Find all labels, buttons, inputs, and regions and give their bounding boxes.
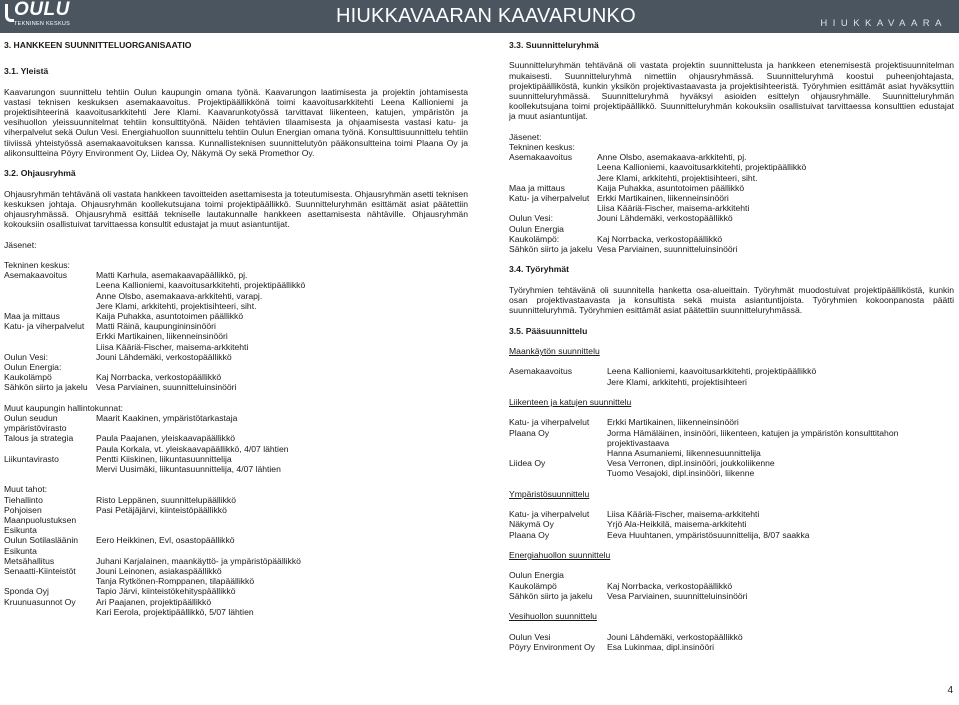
members-label-right: Jäsenet: [509,131,542,142]
member-name: Leena Kallioniemi, kaavoitusarkkitehti, projektipäällikkö [96,280,306,291]
section-heading-3: 3. HANKKEEN SUUNNITTELUORGANISAATIO [4,40,192,50]
member-org: Pohjoisen [4,504,42,515]
page-header [0,0,959,33]
member-org: Oulun Energia [509,570,564,581]
page-number: 4 [947,685,953,696]
member-org: Kaukolämpö [4,372,52,383]
member-org [4,291,96,301]
member-row [509,173,954,183]
member-org [4,342,96,352]
member-name: Vesa Parviainen, suunnitteluinsinööri [597,244,738,255]
member-org [4,444,96,454]
page-title: HIUKKAVAARAN KAAVARUNKO [336,5,636,27]
member-org [4,280,96,290]
member-row [509,642,954,652]
member-name: Tanja Rytkönen-Romppanen, tilapäällikkö [96,576,255,587]
member-row [509,468,954,478]
ymparisto-title: Ympäristösuunnittelu [509,488,590,499]
member-org: Esikunta [4,545,37,556]
member-row [4,566,468,576]
others-member-list [4,495,468,617]
member-org: Sähkön siirto ja jakelu [509,590,593,601]
paragraph-ohjausryhma: Ohjausryhmän tehtävänä oli vastata hankkeen tavoitteiden asettamisesta ja toteutumisesta. Ohjausryhmän asetti teknisen keskuksen johtaja. Ohjausryhmän koollekutsujana toimi projektipäällikkö. Suunnitteluryhmän esittämät asiat päätettiin ohjausryhmässä. Ohjausryhmä esittää tekniselle lautakunnalle hankkeen asettamisesta nähtäville. Ohjausryhmän kokouksiin osallistuivat tarvittaessa konsultit edustajat ja muut asiantuntijat. [4,188,468,230]
member-org: Kruunuasunnot Oy [4,596,76,607]
oulu-logo [5,0,71,31]
member-name: Jere Klami, arkkitehti, projektisihteeri, siht. [96,300,257,311]
maankaytto-list [509,366,954,386]
member-name: Liisa Kääriä-Fischer, maisema-arkkitehti [607,509,760,520]
member-row [4,270,468,280]
member-org [4,464,96,474]
member-name: Jorma Hämäläinen, insinööri, liikenteen, katujen ja ympäristön konsulttitahon [607,427,899,438]
member-row [509,581,954,591]
member-name: Kaj Norrbacka, verkostopäällikkö [597,233,723,244]
member-list [4,270,468,392]
member-row [509,162,954,172]
member-row [509,530,954,540]
section-heading-3-2: 3.2. Ohjausryhmä [4,168,76,179]
member-org: Asemakaavoitus [509,152,573,163]
member-row [509,458,954,468]
member-name: Paula Paajanen, yleiskaavapäällikkö [96,433,236,444]
member-org: Katu- ja viherpalvelut [509,417,590,428]
section-heading-3-4: 3.4. Työryhmät [509,264,570,275]
section-heading-3-5: 3.5. Pääsuunnittelu [509,325,588,336]
member-row [4,495,468,505]
member-name: Jouni Lähdemäki, verkostopäällikkö [96,351,232,362]
member-row [4,525,468,535]
member-name: Kari Eerola, projektipäällikkö, 5/07 lähtien [96,606,254,617]
member-name: projektivastaava [607,437,670,448]
member-name: Leena Kallioniemi, kaavoitusarkkitehti, projektipäällikkö [607,366,817,377]
member-org: Sähkön siirto ja jakelu [4,382,88,393]
member-name: Maarit Kaakinen, ympäristötarkastaja [96,413,238,424]
logo-subtitle: TEKNINEN KESKUS [14,21,71,27]
member-org [509,203,597,213]
member-org: Talous ja strategia [4,433,74,444]
member-row [4,311,468,321]
member-row [509,509,954,519]
member-org: Plaana Oy [509,427,550,438]
member-row [4,291,468,301]
member-name: Risto Leppänen, suunnittelupäällikkö [96,494,236,505]
paragraph-suunnitteluryhma: Suunnitteluryhmän tehtävänä oli vastata projektin suunnittelusta ja hankkeen etenemisestä projektisuunnitelman mukaisesti. Suunnitteluryhmä nimettiin ohjausryhmässä. Suunnitteluryhmä koostui puheenjohtajasta, projektipäälliköstä, kunkin yksikön projektivastaavasta ja projektisihteeristä. Työryhmien esittämät asiat hyväksyttiin suunnitteluryhmässä. Suunnitteluryhmä hyväksyi asioiden esittelyn ohjausryhmälle. Suunnitteluryhmän koollekutsujana toimi projektipäällikkö. Suunnitteluryhmän kokouksiin osallistuivat tarvittaessa konsulttien edustajat ja muut asiantuntijat. [509,60,954,122]
member-row [4,362,468,372]
tekninen-keskus-label: Tekninen keskus: [4,259,70,270]
member-org [509,468,607,478]
member-name: Pasi Petäjäjärvi, kiinteistöpäällikkö [96,504,227,515]
member-name: Anne Olsbo, asemakaava-arkkitehti, varapj. [96,290,263,301]
member-org: Oulun Vesi [509,631,551,642]
member-row [4,342,468,352]
member-row [509,193,954,203]
member-row [509,428,954,438]
logo-text: OULU [14,0,70,20]
member-org [509,448,607,458]
member-org: Senaatti-Kiinteistöt [4,566,76,577]
member-org: Metsähallitus [4,555,55,566]
member-row [4,352,468,362]
member-name: Jouni Leinonen, asiakaspäällikkö [96,566,222,577]
member-row [509,152,954,162]
member-name: Vesa Parviainen, suunnitteluinsinööri [607,590,748,601]
paragraph-tyoryhmat: Työryhmien tehtävänä oli suunnitella hanketta osa-alueittain. Työryhmät muodostuivat projektipäälliköstä, kunkin osan projektivastaavasta ja konsultista sekä muista asiantuntijoista. Työryhmien kokoonpanosta päätti suunnitteluryhmä. Työryhmien esittämät asiat päätettiin suunnitteluryhmässä. [509,284,954,316]
member-row [4,576,468,586]
member-row [509,448,954,458]
member-name: Liisa Kääriä-Fischer, maisema-arkkitehti [597,203,750,214]
member-row [4,505,468,515]
left-column [4,40,468,617]
member-org: ympäristövirasto [4,423,67,434]
member-name: Kaj Norrbacka, verkostopäällikkö [96,372,222,383]
member-name: Vesa Parviainen, suunnitteluinsinööri [96,382,237,393]
energia-title: Energiahuollon suunnittelu [509,549,611,560]
vesihuolto-title: Vesihuollon suunnittelu [509,611,597,622]
member-row [509,591,954,601]
member-org [509,377,607,387]
logo-mark-icon [5,4,14,22]
member-name: Eeva Huuhtanen, ympäristösuunnittelija, 8/07 saakka [607,529,810,540]
member-row [4,535,468,545]
member-org: Sähkön siirto ja jakelu [509,244,593,255]
member-org: Kaukolämpö [509,580,557,591]
member-row [4,556,468,566]
member-org [4,607,96,617]
member-row [4,597,468,607]
member-row [509,244,954,254]
member-row [509,203,954,213]
member-org: Pöyry Environment Oy [509,641,595,652]
member-name: Jouni Lähdemäki, verkostopäällikkö [607,631,743,642]
member-org: Maa ja mittaus [4,311,60,321]
member-org [4,301,96,311]
maankaytto-title: Maankäytön suunnittelu [509,346,600,356]
member-org: Oulun Energia [509,223,564,234]
member-row [509,519,954,529]
admin-member-list [4,413,468,474]
member-name: Ari Paajanen, projektipäällikkö [96,596,212,607]
vesihuolto-list [509,632,954,652]
member-org: Oulun Vesi: [4,351,48,362]
paragraph-yleista: Kaavarungon suunnittelu tehtiin Oulun kaupungin omana työnä. Kaavarungon laatimisesta ja projektin johtamisesta vastasi teknisen keskuksen asemakaavoitus. Projektipäällikkönä toimi kaavoitusarkkitehti Leena Kallioniemi ja projektisihteerinä kaavoitusarkkitehti Jere Klami. Kaavarunkotyössä tarvittavat liikenteen, katujen, ympäristön ja vesihuollon yleissuunnitelmat tehtiin konsulttityönä. Näiden tehtävien tilaamisesta ja ohjaamisesta vastasi katu- ja viherpalvelut sekä Oulun Vesi. Energiahuollon suunnittelu tehtiin Oulun Energian omana työnä. Konsulttisuunnittelu tehtiin tiiviissä yhteistyössä asemakaavoituksen kanssa. Kunnallisteknisen suunnittelutyön pääkonsultteina toimi Plaana Oy ja alikonsultteina Pöyry Environment Oy, Liidea Oy, Näkymä Oy sekä Promethor Oy. [4,86,468,158]
member-name: Erkki Martikainen, liikenneinsinööri [96,331,228,342]
member-org: Katu- ja viherpalvelut [4,321,85,332]
member-name: Kaija Puhakka, asuntotoimen päällikkö [96,311,244,321]
member-name: Erkki Martikainen, liikenneinsinööri [597,193,729,204]
member-org: Näkymä Oy [509,519,554,530]
member-name: Kaj Norrbacka, verkostopäällikkö [607,580,733,591]
member-row [4,433,468,443]
member-row [4,413,468,423]
member-org: Sponda Oyj [4,586,49,597]
member-name: Jere Klami, arkkitehti, projektisihteeri [607,376,747,387]
member-row [509,570,954,580]
member-org: Maa ja mittaus [509,182,565,193]
right-column [509,40,954,652]
member-org: Esikunta [4,525,37,536]
ymparisto-list [509,509,954,540]
member-row [509,366,954,376]
member-org: Asemakaavoitus [509,366,573,377]
member-org: Maanpuolustuksen [4,515,77,526]
member-name: Tuomo Vesajoki, dipl.insinööri, liikenne [607,468,755,479]
member-row [4,301,468,311]
member-org: Asemakaavoitus [4,270,68,281]
member-name: Anne Olsbo, asemakaava-arkkitehti, pj. [597,152,747,163]
member-name: Jere Klami, arkkitehti, projektisihteeri, siht. [597,172,758,183]
member-row [509,183,954,193]
member-org [509,438,607,448]
member-name: Eero Heikkinen, Evl, osastopäällikkö [96,535,235,546]
member-name: Mervi Uusimäki, liikuntasuunnittelija, 4/07 lähtien [96,464,281,475]
member-org: Katu- ja viherpalvelut [509,193,590,204]
member-row [509,417,954,427]
member-org [509,162,597,172]
member-org [4,331,96,341]
member-row [4,515,468,525]
member-row [4,321,468,331]
member-row [4,454,468,464]
liikenne-title: Liikenteen ja katujen suunnittelu [509,396,632,407]
member-row [4,372,468,382]
member-org: Oulun Vesi: [509,213,553,224]
member-name: Esa Lukinmaa, dipl.insinööri [607,641,715,652]
section-heading-3-3: 3.3. Suunnitteluryhmä [509,40,599,50]
member-row [509,377,954,387]
member-name: Matti Karhula, asemakaavapäällikkö, pj. [96,270,248,281]
member-row [509,632,954,642]
admin-label: Muut kaupungin hallintokunnat: [4,402,123,413]
member-row [4,607,468,617]
member-row [4,586,468,596]
member-org: Katu- ja viherpalvelut [509,509,590,520]
member-row [4,331,468,341]
member-name: Erkki Martikainen, liikenneinsinööri [607,417,739,428]
member-org: Oulun Sotilasläänin [4,535,79,546]
member-row [4,546,468,556]
member-org [509,173,597,183]
members-label: Jäsenet: [4,239,37,250]
member-name: Hanna Asumaniemi, liikennesuunnittelija [607,447,761,458]
member-org: Oulun Energia: [4,362,62,373]
member-org: Liidea Oy [509,458,546,469]
member-row [4,280,468,290]
member-name: Kaija Puhakka, asuntotoimen päällikkö [597,182,745,193]
member-row [509,234,954,244]
member-row [509,438,954,448]
member-name: Leena Kallioniemi, kaavoitusarkkitehti, projektipäällikkö [597,162,807,173]
others-label: Muut tahot: [4,484,47,495]
header-brand: HIUKKAVAARA [820,18,947,29]
member-org [4,576,96,586]
member-name: Juhani Karjalainen, maankäyttö- ja ympäristöpäällikkö [96,555,301,566]
member-name: Tapio Järvi, kiinteistökehityspäällikkö [96,586,236,597]
member-org: Plaana Oy [509,529,550,540]
member-name: Pentti Kiiskinen, liikuntasuunnittelija [96,453,232,464]
member-name: Matti Räinä, kaupungininsinööri [96,321,216,332]
member-org: Tiehallinto [4,494,43,505]
energia-list [509,570,954,601]
liikenne-list [509,417,954,478]
member-name: Vesa Verronen, dipl.insinööri, joukkoliikenne [607,458,775,469]
tekninen-keskus-label-right: Tekninen keskus: [509,142,575,152]
member-row [4,464,468,474]
member-row [4,423,468,433]
member-name: Liisa Kääriä-Fischer, maisema-arkkitehti [96,341,249,352]
section-heading-3-1: 3.1. Yleistä [4,66,49,77]
member-name: Yrjö Ala-Heikkilä, maisema-arkkitehti [607,519,747,530]
member-org: Oulun seudun [4,413,58,424]
member-row [4,382,468,392]
member-org: Kaukolämpö: [509,233,560,244]
member-name: Paula Korkala, vt. yleiskaavapäällikkö, 4/07 lähtien [96,443,289,454]
member-org: Liikuntavirasto [4,453,59,464]
member-row [509,224,954,234]
suunnitteluryhma-member-list [509,152,954,254]
member-row [4,444,468,454]
member-name: Jouni Lähdemäki, verkostopäällikkö [597,213,733,224]
member-row [509,213,954,223]
